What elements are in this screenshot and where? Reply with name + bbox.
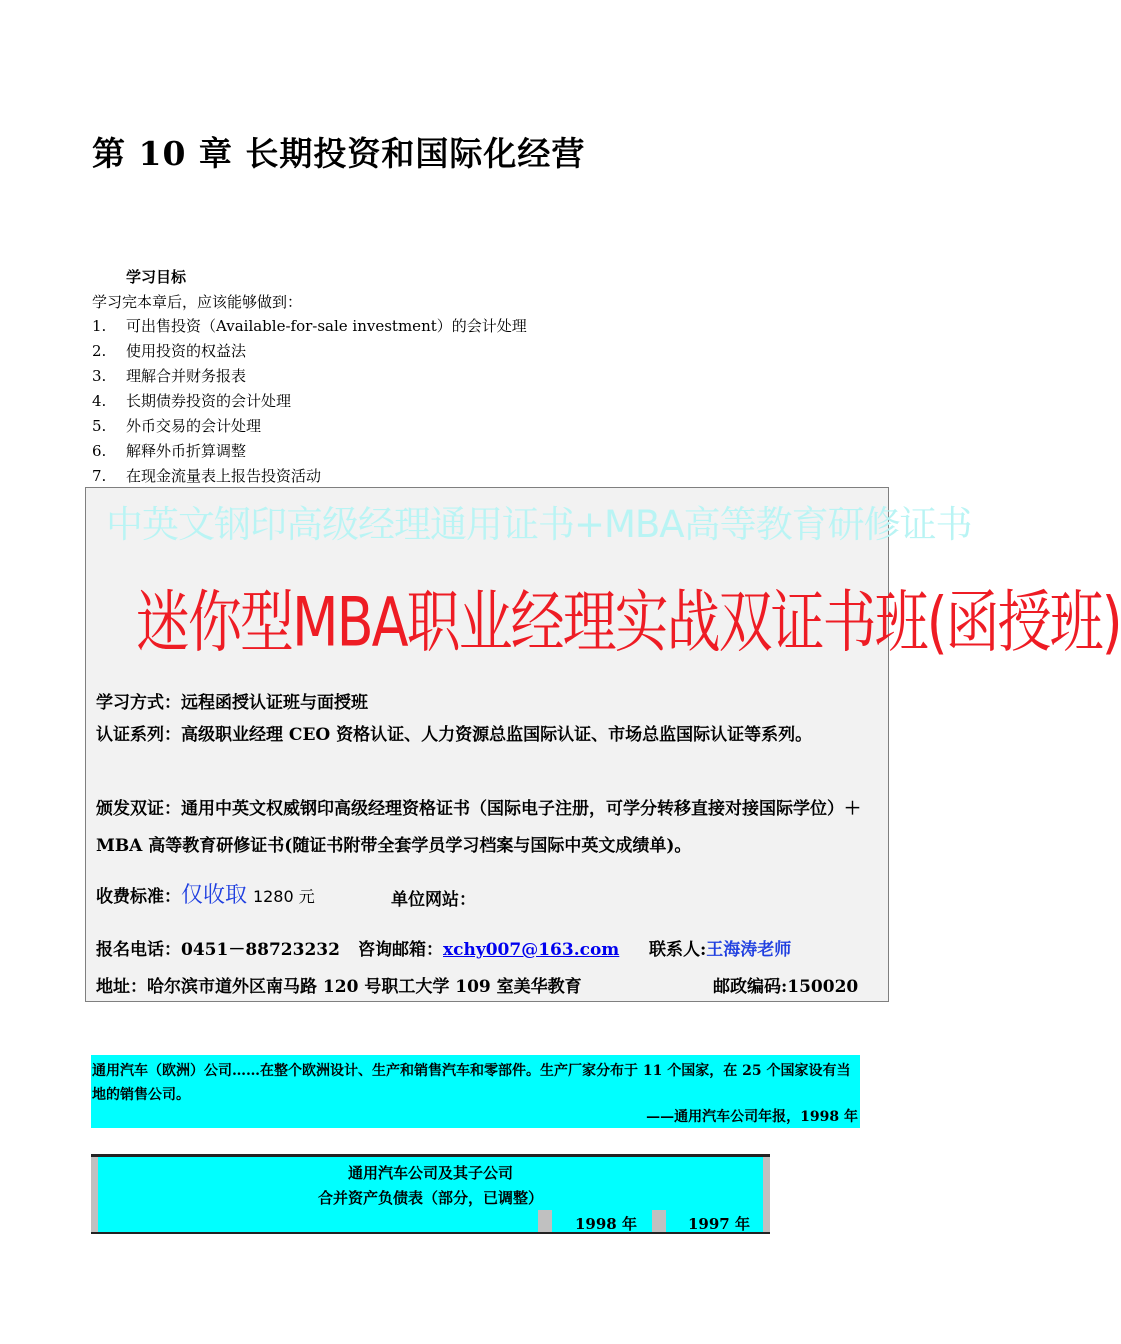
chapter-title: 第 10 章 长期投资和国际化经营	[92, 134, 586, 173]
email-label: 咨询邮箱：	[358, 940, 443, 960]
column-separator	[652, 1210, 666, 1232]
quote-source: ——通用汽车公司年报，1998 年	[646, 1109, 858, 1125]
fee-value: 仅收取	[181, 883, 248, 908]
contact-line	[649, 935, 791, 960]
phone: 报名电话：0451－88723232	[96, 940, 340, 960]
fee-label: 收费标准：	[96, 887, 181, 907]
ad-main-title: 迷你型MBA职业经理实战双证书班(函授班)	[136, 583, 1121, 662]
list-item-text: 理解合并财务报表	[126, 367, 247, 385]
website-label: 单位网站：	[391, 890, 476, 910]
study-mode: 学习方式：远程函授认证班与面授班	[96, 693, 368, 713]
list-item	[92, 366, 527, 391]
objectives-list	[92, 316, 527, 491]
list-item	[92, 441, 527, 466]
list-item	[92, 416, 527, 441]
list-item-number: 2.	[92, 342, 107, 360]
email-line	[358, 935, 619, 960]
list-item-text: 使用投资的权益法	[126, 342, 247, 360]
list-item-text: 长期债券投资的会计处理	[126, 392, 292, 410]
objectives-intro: 学习完本章后，应该能够做到：	[92, 293, 303, 311]
list-item-number: 5.	[92, 417, 107, 435]
ad-banner-text: 中英文钢印高级经理通用证书+MBA高等教育研修证书	[106, 503, 972, 546]
list-item	[92, 316, 527, 341]
list-item-text: 在现金流量表上报告投资活动	[126, 467, 322, 485]
statement-title: 合并资产负债表（部分，已调整）	[317, 1189, 543, 1207]
contact-name: 王海涛老师	[706, 940, 792, 960]
balance-sheet-header	[91, 1154, 770, 1234]
objectives-heading: 学习目标	[126, 268, 187, 286]
list-item-number: 7.	[92, 467, 107, 485]
statement-company: 通用汽车公司及其子公司	[347, 1164, 513, 1182]
year-header-1998: 1998 年	[575, 1215, 637, 1233]
list-item-number: 1.	[92, 317, 107, 335]
email-link[interactable]: xchy007@163.com	[443, 940, 620, 960]
column-separator	[538, 1210, 552, 1232]
year-header-1997: 1997 年	[688, 1215, 750, 1233]
quote-text: 通用汽车（欧洲）公司……在整个欧洲设计、生产和销售汽车和零部件。生产厂家分布于 11 个国家，在 25 个国家设有当地的销售公司。	[92, 1063, 851, 1103]
list-item	[92, 341, 527, 366]
quote-box	[91, 1055, 860, 1128]
dual-cert: 颁发双证：通用中英文权威钢印高级经理资格证书（国际电子注册，可学分转移直接对接国际学位）＋MBA 高等教育研修证书(随证书附带全套学员学习档案与国际中英文成绩单)。	[96, 799, 861, 856]
list-item-number: 3.	[92, 367, 107, 385]
contact-label: 联系人:	[649, 940, 707, 960]
postcode: 邮政编码:150020	[713, 977, 859, 997]
fee-line	[96, 878, 315, 909]
address: 地址：哈尔滨市道外区南马路 120 号职工大学 109 室美华教育	[96, 977, 582, 997]
advertisement-box	[85, 487, 1121, 1002]
fee-price: 1280 元	[252, 887, 315, 906]
list-item-number: 6.	[92, 442, 107, 460]
list-item-text: 解释外币折算调整	[126, 442, 247, 460]
list-item-text: 外币交易的会计处理	[126, 417, 262, 435]
cert-series: 认证系列：高级职业经理 CEO 资格认证、人力资源总监国际认证、市场总监国际认证等系列。	[96, 725, 813, 745]
list-item	[92, 391, 527, 416]
list-item-number: 4.	[92, 392, 107, 410]
list-item-text: 可出售投资（Available-for-sale investment）的会计处理	[126, 317, 527, 335]
